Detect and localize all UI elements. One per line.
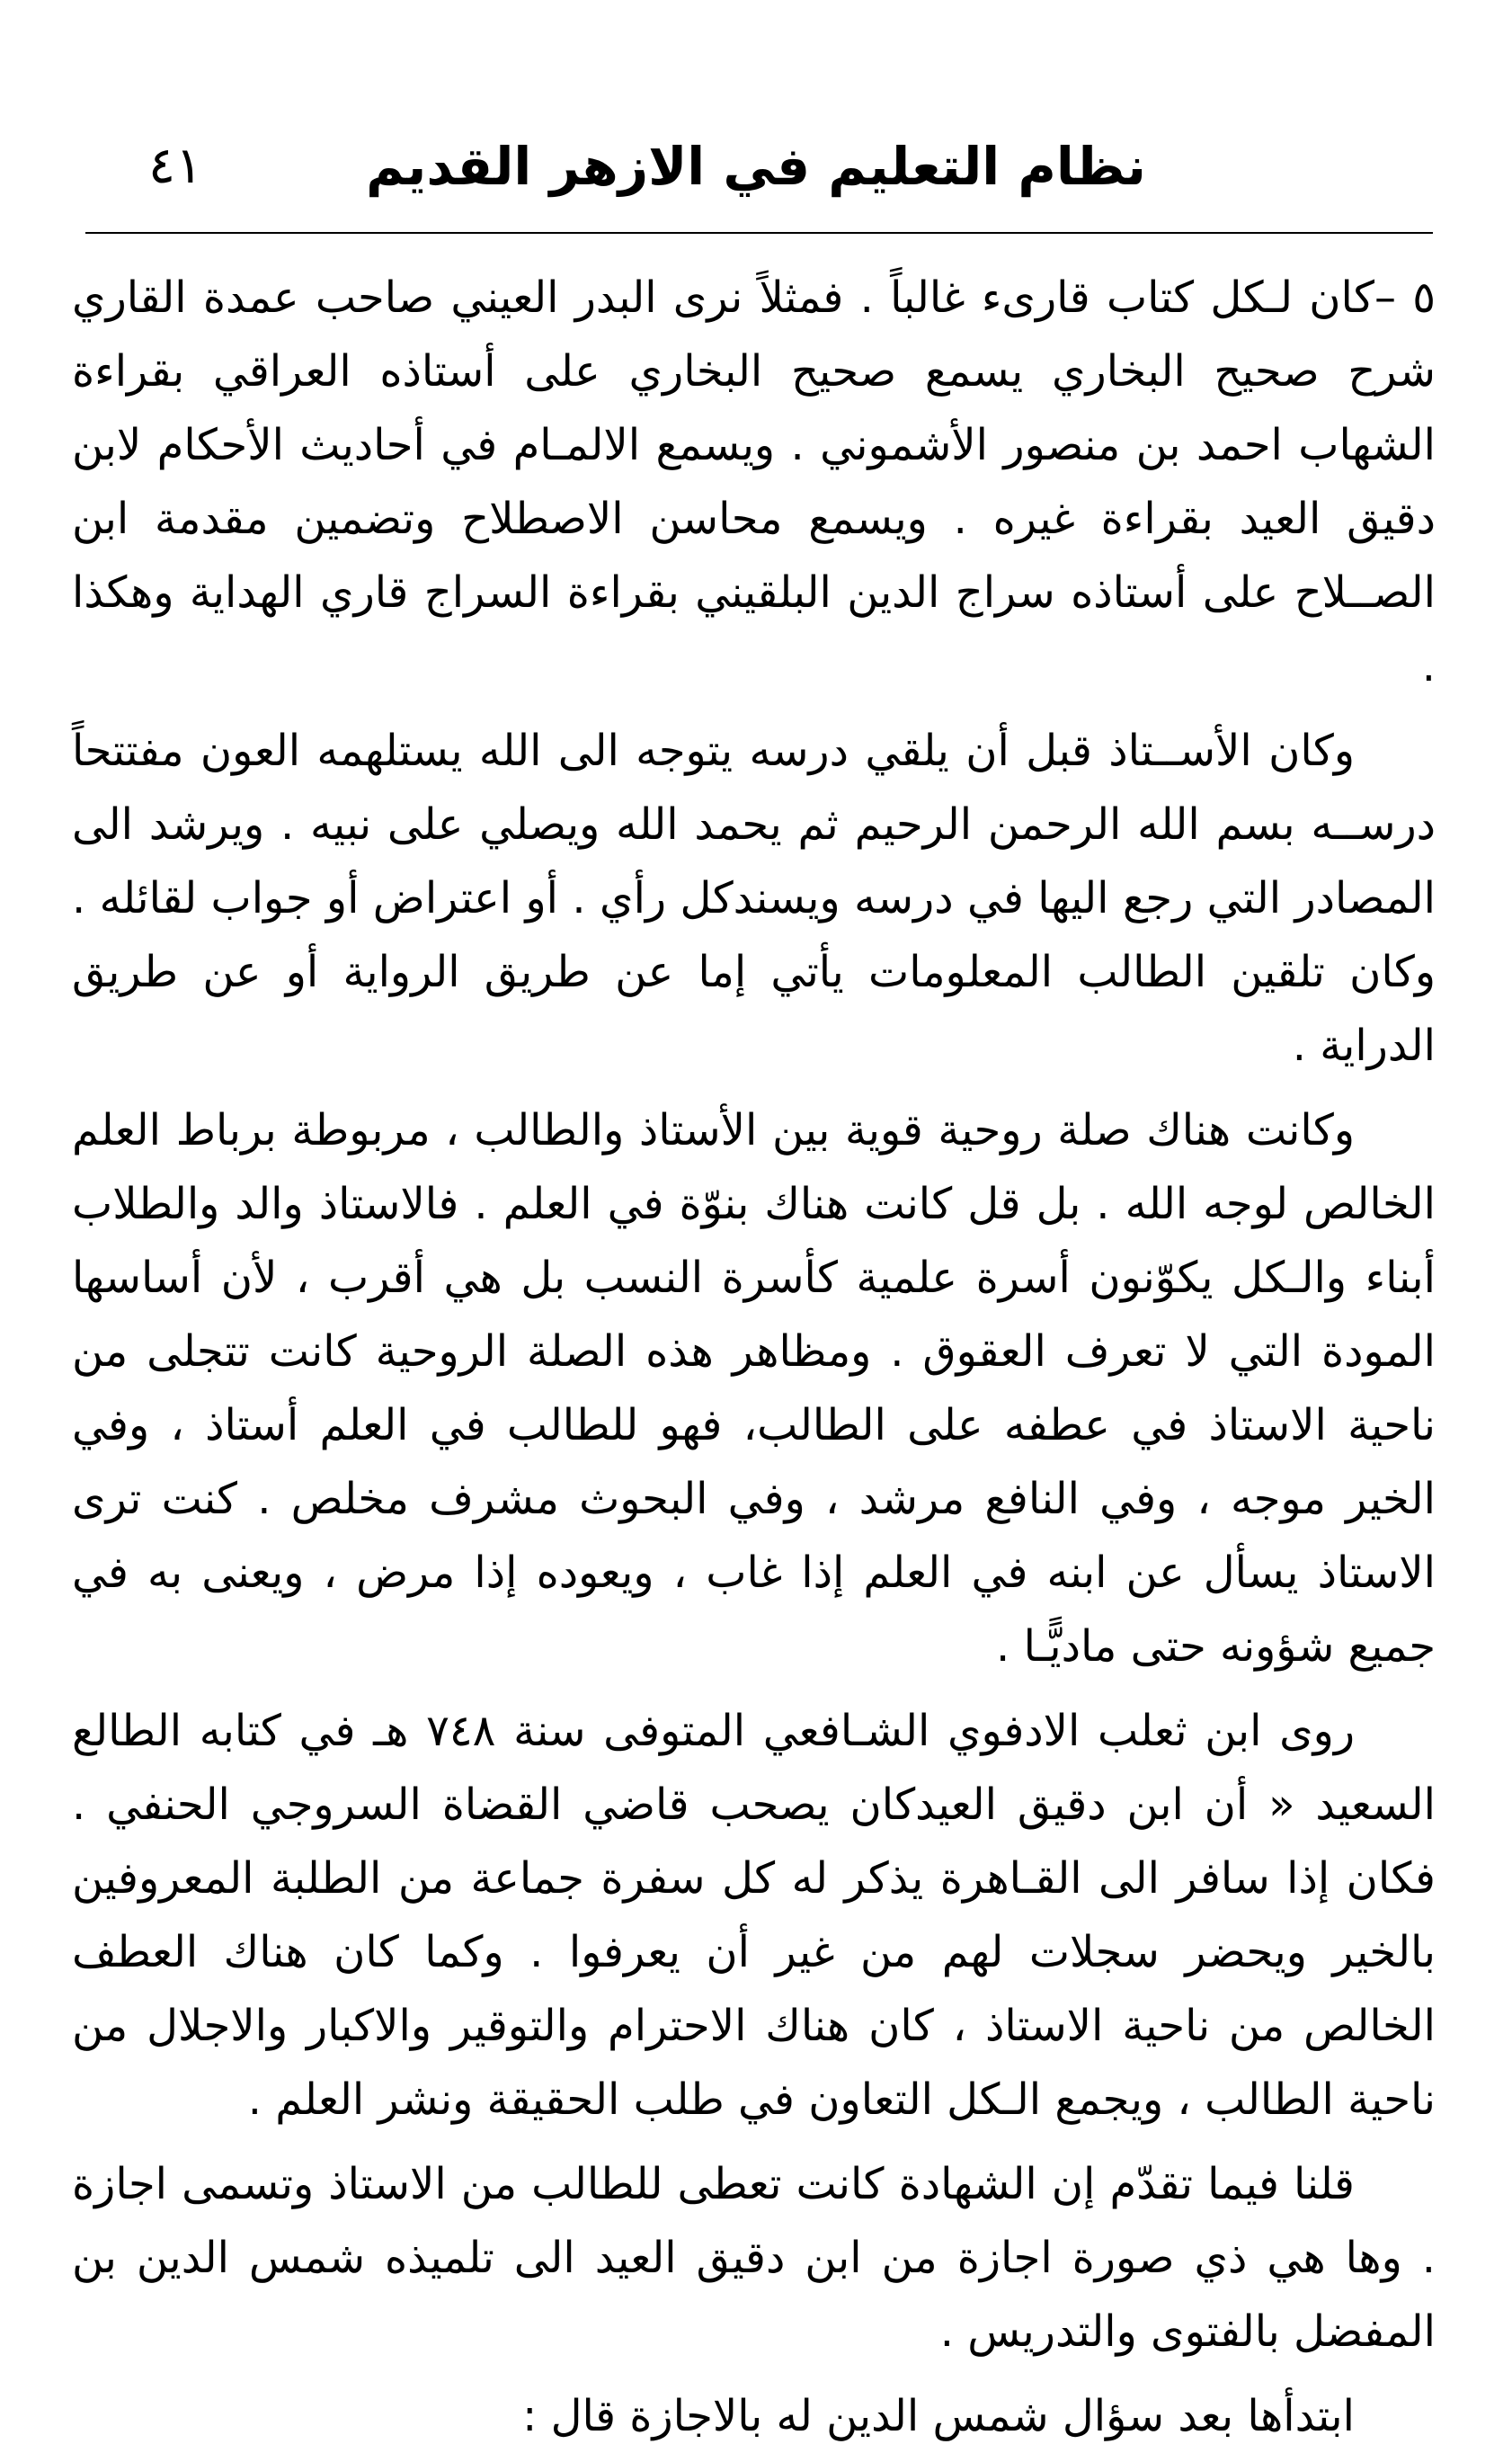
page-number: ٤١: [148, 137, 203, 195]
paragraph-ijaza: قلنا فيما تقدّم إن الشهادة كانت تعطى للطالب من الاستاذ وتسمى اجازة . وها هي ذي صورة اجازة من ابن دقيق العيد الى تلميذه شمس الدين بن المفضل بالفتوى والتدريس .: [72, 2159, 1436, 2357]
running-header: [85, 126, 1427, 207]
header-rule: [85, 232, 1433, 234]
running-title: نظام التعليم في الازهر القديم: [366, 136, 1146, 197]
paragraph-ijaza-intro: ابتدأها بعد سؤال شمس الدين له بالاجازة قال :: [522, 2391, 1355, 2441]
body-text: [72, 261, 1436, 2453]
paragraph-ibn-thalab-account: روى ابن ثعلب الادفوي الشـافعي المتوفى سنة ٧٤٨ هـ في كتابه الطالع السعيد « أن ابن دقيق العيدكان يصحب قاضي القضاة السروجي الحنفي . فكان إذا سافر الى القـاهرة يذكر له كل سفرة جماعة من الطلبة المعروفين بالخير ويحضر سجلات لهم من غير أن يعرفوا . وكما كان هناك العطف الخالص من ناحية الاستاذ ، كان هناك الاحترام والتوقير والاكبار والاجلال من ناحية الطالب ، ويجمع الـكل التعاون في طلب الحقيقة ونشر العلم .: [72, 1706, 1436, 2125]
paragraph-lesson-opening: وكان الأســتاذ قبل أن يلقي درسه يتوجه الى الله يستلهمه العون مفتتحاً درســه بسم الله الرحمن الرحيم ثم يحمد الله ويصلي على نبيه . ويرشد الى المصادر التي رجع اليها في درسه ويسندكل رأي . أو اعتراض أو جواب لقائله . وكان تلقين الطالب المعلومات يأتي إما عن طريق الرواية أو عن طريق الدراية .: [72, 726, 1436, 1071]
paragraph-spiritual-bond: وكانت هناك صلة روحية قوية بين الأستاذ والطالب ، مربوطة برباط العلم الخالص لوجه الله . بل قل كانت هناك بنوّة في العلم . فالاستاذ والد والطلاب أبناء والـكل يكوّنون أسرة علمية كأسرة النسب بل هي أقرب ، لأن أساسها المودة التي لا تعرف العقوق . ومظاهر هذه الصلة الروحية كانت تتجلى من ناحية الاستاذ في عطفه على الطالب، فهو للطالب في العلم أستاذ ، وفي الخير موجه ، وفي النافع مرشد ، وفي البحوث مشرف مخلص . كنت ترى الاستاذ يسأل عن ابنه في العلم إذا غاب ، ويعوده إذا مرض ، ويعنى به في جميع شؤونه حتى ماديًّـا .: [72, 1105, 1436, 1672]
paragraph-readers: ٥ –كان لـكل كتاب قارىء غالباً . فمثلاً نرى البدر العيني صاحب عمدة القاري شرح صحيح البخاري يسمع صحيح البخاري على أستاذه العراقي بقراءة الشهاب احمد بن منصور الأشموني . ويسمع الالمـام في أحاديث الأحكام لابن دقيق العيد بقراءة غيره . ويسمع محاسن الاصطلاح وتضمين مقدمة ابن الصــلاح على أستاذه سراج الدين البلقيني بقراءة السراج قاري الهداية وهكذا .: [72, 272, 1436, 691]
